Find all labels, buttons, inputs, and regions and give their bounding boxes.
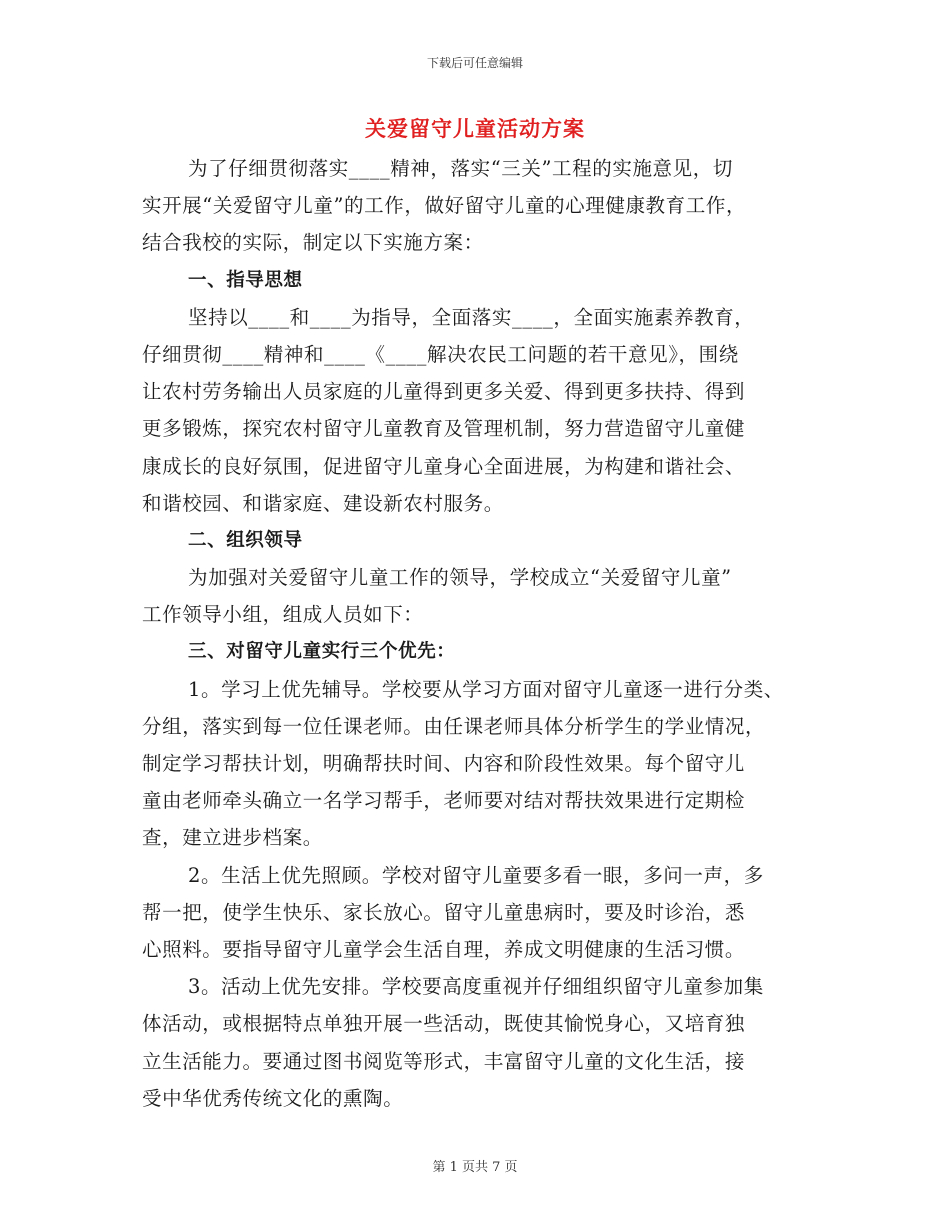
- paragraph-line: 为了仔细贯彻落实____精神，落实“三关”工程的实施意见，切: [188, 157, 733, 180]
- paragraph-line: 立生活能力。要通过图书阅览等形式，丰富留守儿童的文化生活，接: [142, 1049, 746, 1073]
- document-title: 关爱留守儿童活动方案: [365, 116, 585, 141]
- paragraph-line: 制定学习帮扶计划，明确帮扶时间、内容和阶段性效果。每个留守儿: [142, 752, 746, 775]
- page-indicator: 第 1 页共 7 页: [432, 1160, 518, 1175]
- paragraph-line: 2。生活上优先照顾。学校对留守儿童要多看一眼，多问一声，多: [188, 863, 764, 887]
- section-heading: 二、组织领导: [188, 529, 303, 551]
- paragraph-line: 3。活动上优先安排。学校要高度重视并仔细组织留守儿童参加集: [188, 975, 764, 999]
- paragraph-line: 实开展“关爱留守儿童”的工作，做好留守儿童的心理健康教育工作，: [142, 194, 747, 218]
- paragraph-line: 心照料。要指导留守儿童学会生活自理，养成文明健康的生活习惯。: [142, 937, 746, 961]
- paragraph-line: 体活动，或根据特点单独开展一些活动，既使其愉悦身心，又培育独: [142, 1012, 746, 1036]
- section-heading: 三、对留守儿童实行三个优先：: [188, 641, 456, 663]
- header-note: 下载后可任意编辑: [426, 56, 523, 70]
- paragraph-line: 1。学习上优先辅导。学校要从学习方面对留守儿童逐一进行分类、: [188, 677, 784, 701]
- paragraph-line: 和谐校园、和谐家庭、建设新农村服务。: [142, 491, 504, 515]
- paragraph-line: 受中华优秀传统文化的熏陶。: [142, 1086, 404, 1110]
- paragraph-line: 坚持以____和____为指导，全面落实____，全面实施素养教育，: [188, 305, 755, 329]
- document-body: [142, 150, 812, 1117]
- paragraph-line: 分组，落实到每一位任课老师。由任课老师具体分析学生的学业情况，: [142, 714, 766, 738]
- paragraph-line: 童由老师牵头确立一名学习帮手，老师要对结对帮扶效果进行定期检: [142, 789, 746, 813]
- paragraph-line: 让农村劳务输出人员家庭的儿童得到更多关爱、得到更多扶持、得到: [142, 380, 746, 404]
- paragraph-line: 结合我校的实际，制定以下实施方案：: [142, 231, 484, 255]
- paragraph-line: 查，建立进步档案。: [142, 826, 323, 850]
- paragraph-line: 帮一把，使学生快乐、家长放心。留守儿童患病时，要及时诊治，悉: [142, 900, 746, 924]
- paragraph-line: 仔细贯彻____精神和____《____解决农民工问题的若干意见》，围绕: [142, 342, 739, 366]
- paragraph-line: 康成长的良好氛围，促进留守儿童身心全面进展，为构建和谐社会、: [142, 454, 746, 478]
- paragraph-line: 更多锻炼，探究农村留守儿童教育及管理机制，努力营造留守儿童健: [142, 417, 746, 441]
- paragraph-line: 为加强对关爱留守儿童工作的领导，学校成立“关爱留守儿童”: [188, 566, 732, 590]
- section-heading: 一、指导思想: [188, 269, 303, 291]
- paragraph-line: 工作领导小组，组成人员如下：: [142, 603, 424, 627]
